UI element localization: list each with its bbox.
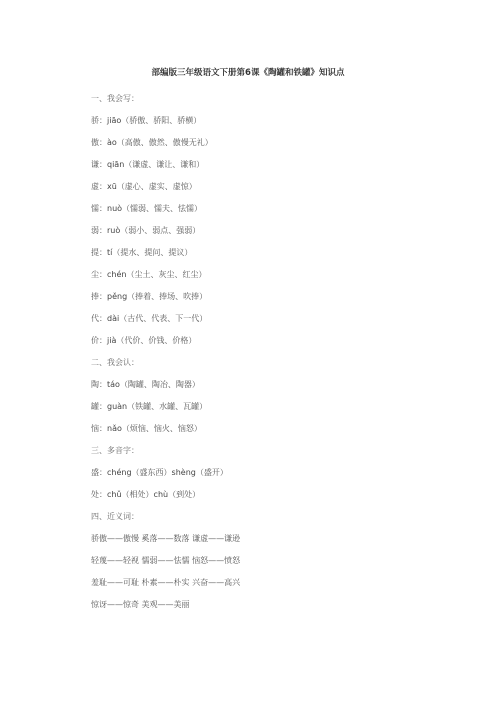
synonym-line [91,528,431,550]
entry-character: 陶： [91,380,107,389]
entry-character: 谦： [91,160,107,169]
character-entry [91,132,431,154]
entry-words: （懦弱、懦夫、怯懦） [122,204,203,213]
character-entry [91,418,431,440]
entry-character: 懦： [91,204,107,213]
entry-character: 代： [91,314,107,323]
character-entry [91,308,431,330]
entry-words: （虚心、虚实、虚惊） [116,182,197,191]
section-heading-text: 一、我会写： [91,94,139,103]
entry-words: （高傲、傲然、傲慢无礼） [116,138,213,147]
entry-character: 价： [91,336,107,345]
character-entry [91,176,431,198]
character-entry [91,242,431,264]
entry-character: 捧： [91,292,107,301]
entry-words: （陶罐、陶冶、陶器） [119,380,200,389]
entry-words: （铁罐、水罐、瓦罐） [127,402,208,411]
entry-pinyin: nuò [107,204,123,213]
synonym-line [91,550,431,572]
document-title: 部编版三年级语文下册第6课《陶罐和铁罐》知识点 [151,68,345,78]
section-heading-text: 四、近义词： [91,512,139,521]
section-heading [91,88,431,110]
character-entry [91,110,431,132]
entry-character: 尘： [91,270,107,279]
polyphone-entry [91,484,431,506]
entry-pinyin: pěng [107,292,128,301]
section-heading [91,352,431,374]
entry-words: （谦虚、谦让、谦和） [124,160,205,169]
entry-character: 骄： [91,116,107,125]
entry-character: 恼： [91,424,107,433]
entry-character: 傲： [91,138,107,147]
character-entry [91,330,431,352]
entry-words: （捧着、捧场、吹捧） [127,292,208,301]
entry-words: （代价、价钱、价格） [116,336,197,345]
entry-character: 罐： [91,402,107,411]
entry-pinyin: guàn [107,402,128,411]
section-heading-text: 三、多音字： [91,446,139,455]
entry-character: 虚： [91,182,107,191]
entry-pinyin: chéng [107,468,132,477]
character-entry [91,264,431,286]
entry-words: （盛东西） [131,468,172,477]
section-heading-text: 二、我会认： [91,358,139,367]
entry-pinyin: ruò [107,226,121,235]
entry-pinyin-alt: chù [153,490,169,499]
entry-character: 弱： [91,226,107,235]
synonym-text: 羞耻——可耻 朴素——朴实 兴奋——高兴 [91,578,241,587]
section-heading [91,440,431,462]
entry-pinyin: jiāo [107,116,122,125]
synonym-line [91,572,431,594]
entry-pinyin: jià [107,336,117,345]
section-heading [91,506,431,528]
entry-words: （烦恼、恼火、恼怒） [121,424,202,433]
character-entry [91,220,431,242]
entry-words: （相处） [121,490,154,499]
entry-pinyin: nǎo [107,424,122,433]
character-entry [91,198,431,220]
entry-pinyin: dài [107,314,120,323]
entry-words-alt: （到处） [168,490,201,499]
character-entry [91,154,431,176]
character-entry [91,396,431,418]
entry-character: 处： [91,490,107,499]
document-body [91,88,431,616]
entry-words: （尘土、灰尘、红尘） [126,270,207,279]
synonym-text: 轻蔑——轻视 懦弱——怯懦 恼怒——愤怒 [91,556,241,565]
entry-pinyin: chén [107,270,127,279]
entry-pinyin: xū [107,182,117,191]
entry-pinyin: tí [107,248,113,257]
entry-character: 盛： [91,468,107,477]
synonym-text: 骄傲——傲慢 奚落——数落 谦虚——谦逊 [91,534,241,543]
entry-words: （弱小、弱点、强弱） [120,226,201,235]
entry-pinyin: ào [107,138,117,147]
entry-character: 提： [91,248,107,257]
synonym-text: 惊讶——惊奇 美观——美丽 [91,600,190,609]
character-entry [91,286,431,308]
entry-words-alt: （盛开） [195,468,228,477]
entry-words: （提水、提问、提议） [112,248,193,257]
entry-pinyin-alt: shèng [171,468,196,477]
synonym-line [91,594,431,616]
entry-pinyin: chǔ [107,490,122,499]
entry-words: （骄傲、骄阳、骄横） [121,116,202,125]
character-entry [91,374,431,396]
entry-pinyin: táo [107,380,120,389]
polyphone-entry [91,462,431,484]
entry-pinyin: qiān [107,160,125,169]
entry-words: （古代、代表、下一代） [119,314,208,323]
